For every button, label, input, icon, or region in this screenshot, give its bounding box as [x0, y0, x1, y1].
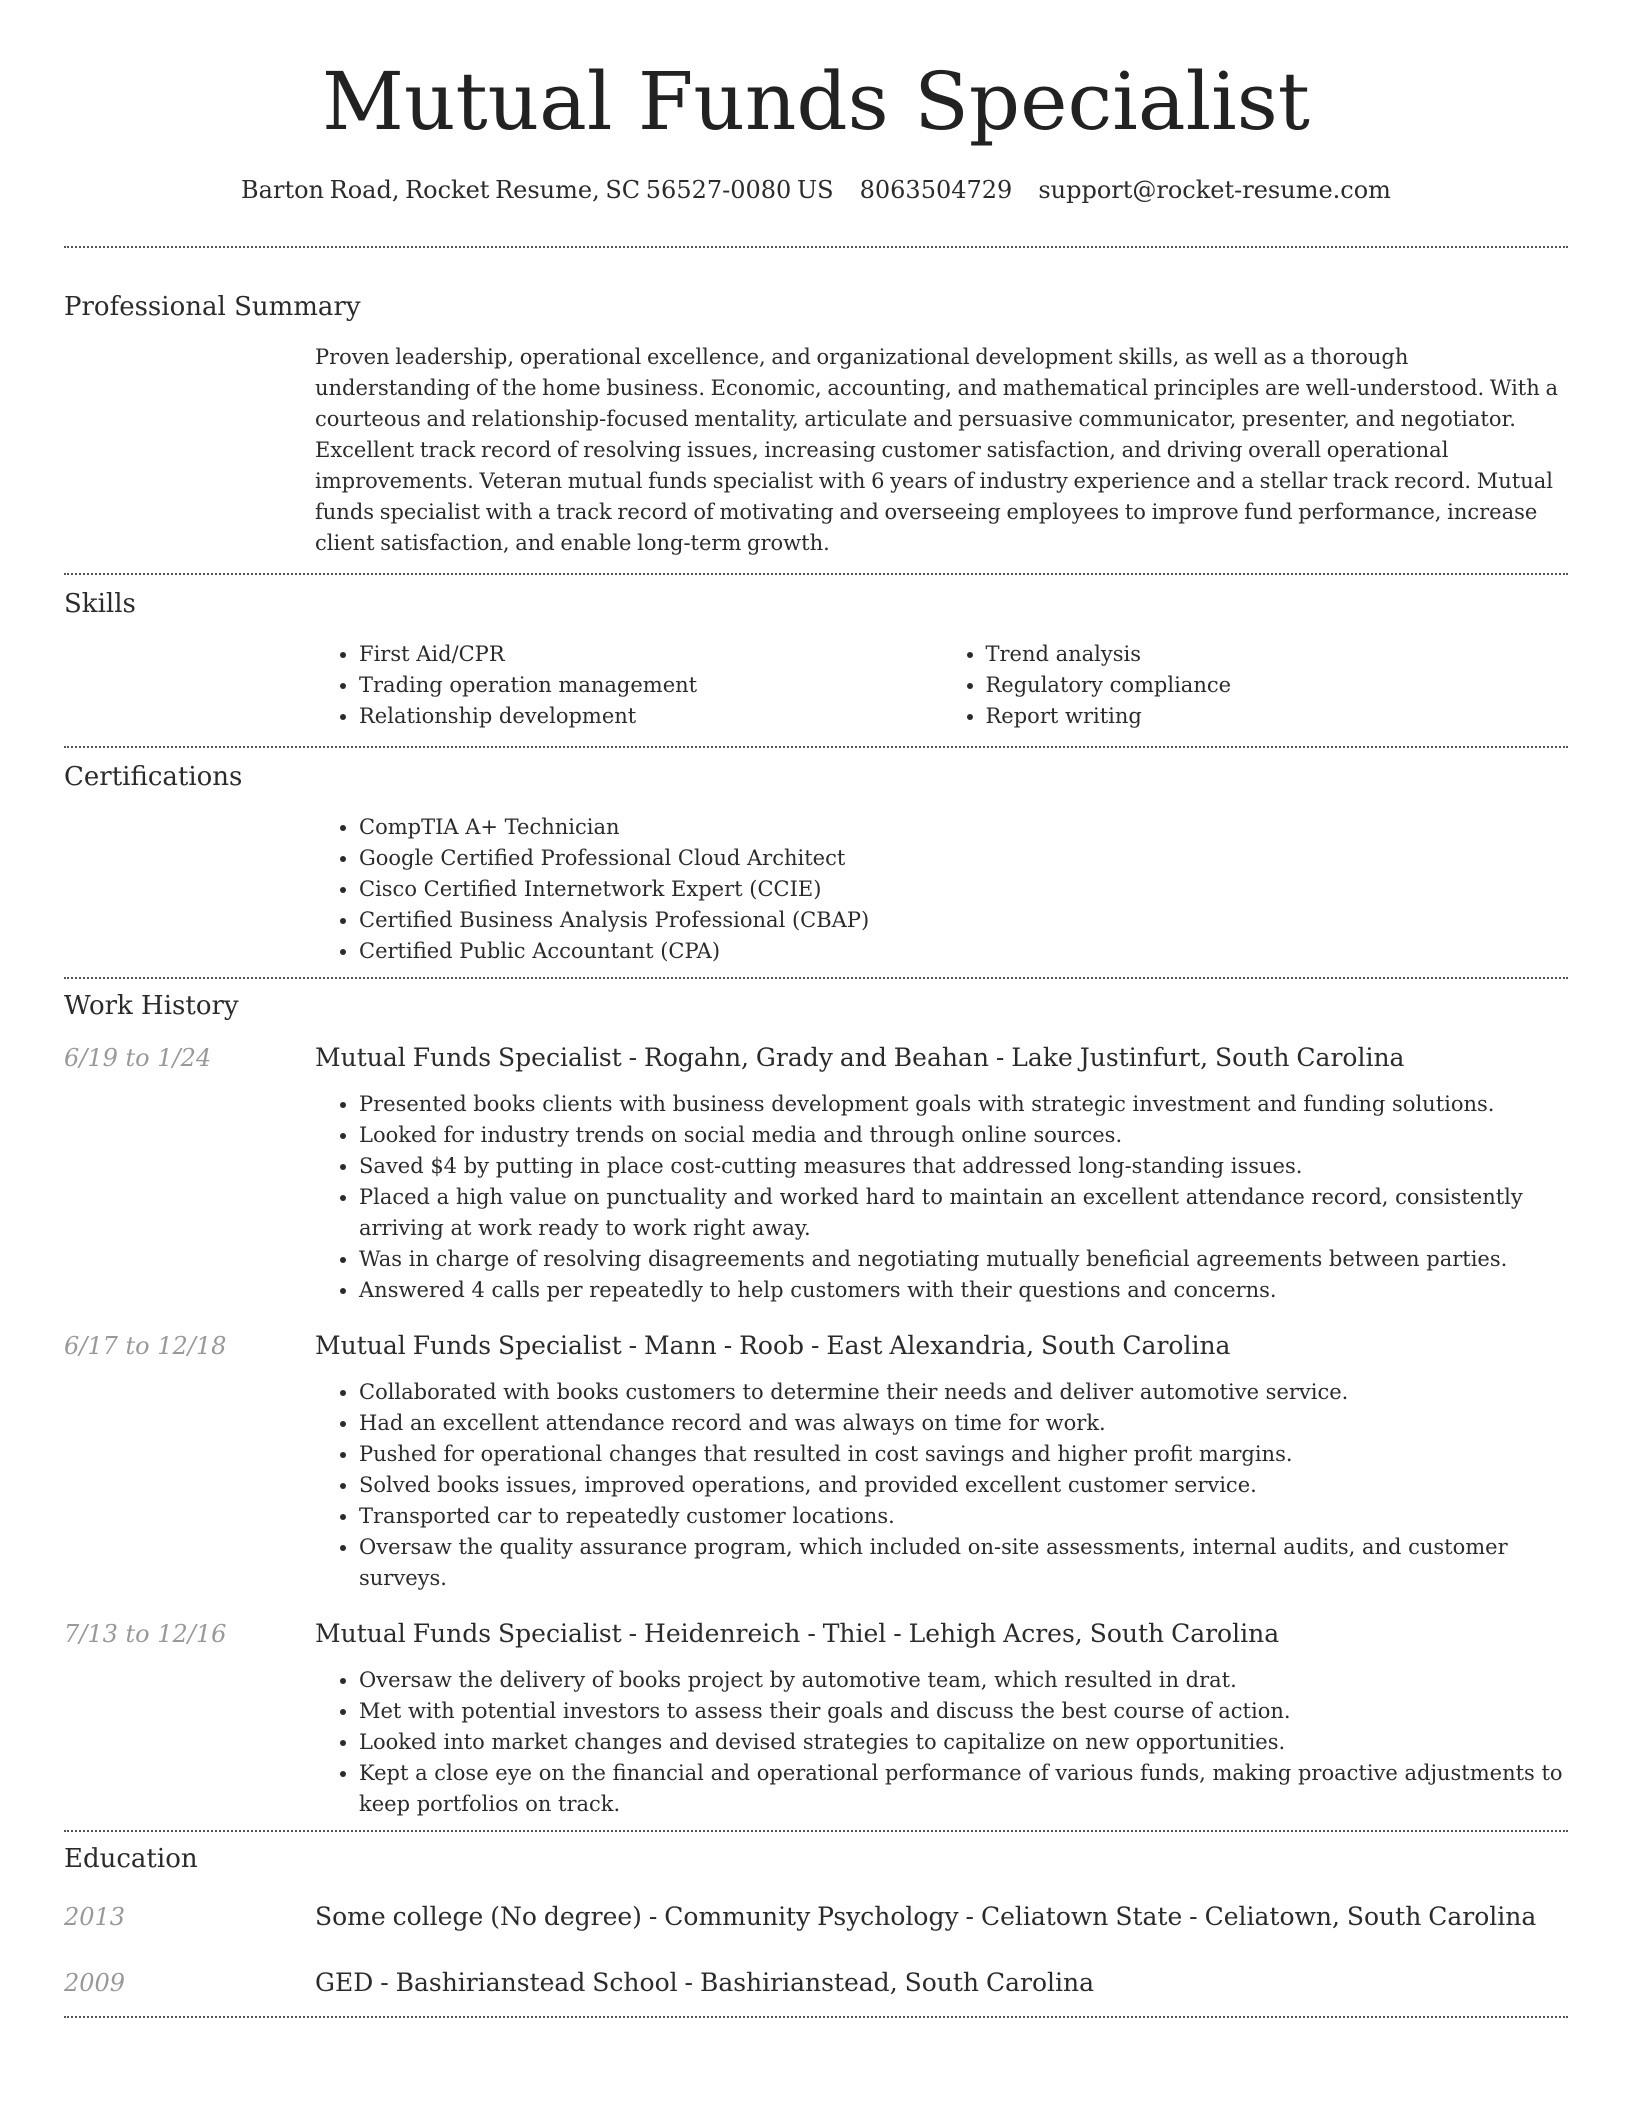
section-title-skills: Skills [64, 589, 136, 619]
certification-item: • Certified Business Analysis Professional (CBAP) [359, 905, 1568, 936]
skill-item: • Relationship development [359, 701, 942, 732]
job-date: 6/19 to 1/24 [64, 1044, 212, 1072]
job-duty: • Kept a close eye on the financial and operational performance of various funds, making proactive adjustments to keep portfolios on track. [359, 1758, 1568, 1820]
education-entry [64, 1966, 1568, 2000]
work-history-section [64, 979, 1568, 1820]
job-title: Mutual Funds Specialist - Heidenreich - Thiel - Lehigh Acres, South Carolina [315, 1619, 1280, 1648]
skill-item: • Report writing [986, 701, 1569, 732]
certifications-list [315, 812, 1568, 967]
education-title: GED - Bashirianstead School - Bashirianstead, South Carolina [315, 1968, 1094, 1997]
job-duties [315, 1377, 1568, 1594]
job-entry [64, 1617, 1568, 1820]
job-duty: • Met with potential investors to assess their goals and discuss the best course of action. [359, 1696, 1568, 1727]
section-title-certifications: Certifications [64, 762, 243, 792]
education-entry [64, 1900, 1568, 1934]
contact-line [64, 174, 1568, 206]
job-duty: • Transported car to repeatedly customer locations. [359, 1501, 1568, 1532]
job-entry [64, 1041, 1568, 1306]
certifications-section [64, 748, 1568, 977]
contact-phone: 8063504729 [859, 176, 1013, 204]
resume-name: Mutual Funds Specialist [322, 55, 1310, 148]
job-duty: • Saved $4 by putting in place cost-cutting measures that addressed long-standing issues. [359, 1151, 1568, 1182]
job-duty: • Answered 4 calls per repeatedly to help customers with their questions and concerns. [359, 1275, 1568, 1306]
skills-grid [315, 639, 1568, 746]
job-body [315, 1041, 1568, 1306]
certification-item: • Cisco Certified Internetwork Expert (CCIE) [359, 874, 1568, 905]
skills-list-right [942, 639, 1569, 732]
skill-item: • Trading operation management [359, 670, 942, 701]
skill-item: • First Aid/CPR [359, 639, 942, 670]
skill-item: • Trend analysis [986, 639, 1569, 670]
education-title: Some college (No degree) - Community Psychology - Celiatown State - Celiatown, South Carolina [315, 1902, 1537, 1931]
education-section [64, 1832, 1568, 2000]
certification-item: • Certified Public Accountant (CPA) [359, 936, 1568, 967]
job-title: Mutual Funds Specialist - Mann - Roob - East Alexandria, South Carolina [315, 1331, 1231, 1360]
section-title-summary: Professional Summary [64, 292, 361, 322]
skills-section [64, 575, 1568, 746]
job-entry [64, 1329, 1568, 1594]
job-duty: • Oversaw the quality assurance program, which included on-site assessments, internal audits, and customer surveys. [359, 1532, 1568, 1594]
certification-item: • CompTIA A+ Technician [359, 812, 1568, 843]
job-body [315, 1617, 1568, 1820]
job-duty: • Looked into market changes and devised strategies to capitalize on new opportunities. [359, 1727, 1568, 1758]
job-duties [315, 1665, 1568, 1820]
job-duty: • Solved books issues, improved operations, and provided excellent customer service. [359, 1470, 1568, 1501]
section-title-education: Education [64, 1844, 198, 1874]
job-duty: • Presented books clients with business development goals with strategic investment and funding solutions. [359, 1089, 1568, 1120]
certification-item: • Google Certified Professional Cloud Architect [359, 843, 1568, 874]
education-date: 2013 [64, 1903, 126, 1931]
job-duty: • Oversaw the delivery of books project by automotive team, which resulted in drat. [359, 1665, 1568, 1696]
skill-item: • Regulatory compliance [986, 670, 1569, 701]
summary-text: Proven leadership, operational excellence, and organizational development skills, as well as a thorough understanding of the home business. Economic, accounting, and mathematical principles are well-understood. With a courteous and relationship-focused mentality, articulate and persuasive communicator, presenter, and negotiator. Excellent track record of resolving issues, increasing customer satisfaction, and driving overall operational improvements. Veteran mutual funds specialist with 6 years of industry experience and a stellar track record. Mutual funds specialist with a track record of motivating and overseeing employees to improve fund performance, increase client satisfaction, and enable long-term growth. [315, 345, 1558, 555]
job-duty: • Pushed for operational changes that resulted in cost savings and higher profit margins. [359, 1439, 1568, 1470]
job-title: Mutual Funds Specialist - Rogahn, Grady and Beahan - Lake Justinfurt, South Carolina [315, 1043, 1405, 1072]
divider [64, 2016, 1568, 2018]
contact-address: Barton Road, Rocket Resume, SC 56527-0080 US [241, 176, 834, 204]
job-duties [315, 1089, 1568, 1306]
job-body [315, 1329, 1568, 1594]
job-date: 7/13 to 12/16 [64, 1620, 227, 1648]
education-date: 2009 [64, 1969, 126, 1997]
summary-section [64, 248, 1568, 573]
job-duty: • Had an excellent attendance record and was always on time for work. [359, 1408, 1568, 1439]
section-title-work-history: Work History [64, 991, 239, 1021]
contact-email: support@rocket-resume.com [1038, 176, 1391, 204]
skills-list-left [315, 639, 942, 732]
job-duty: • Looked for industry trends on social media and through online sources. [359, 1120, 1568, 1151]
job-duty: • Was in charge of resolving disagreements and negotiating mutually beneficial agreements between parties. [359, 1244, 1568, 1275]
certifications-content [315, 812, 1568, 977]
job-duty: • Collaborated with books customers to determine their needs and deliver automotive service. [359, 1377, 1568, 1408]
job-duty: • Placed a high value on punctuality and worked hard to maintain an excellent attendance record, consistently arriving at work ready to work right away. [359, 1182, 1568, 1244]
job-date: 6/17 to 12/18 [64, 1332, 227, 1360]
